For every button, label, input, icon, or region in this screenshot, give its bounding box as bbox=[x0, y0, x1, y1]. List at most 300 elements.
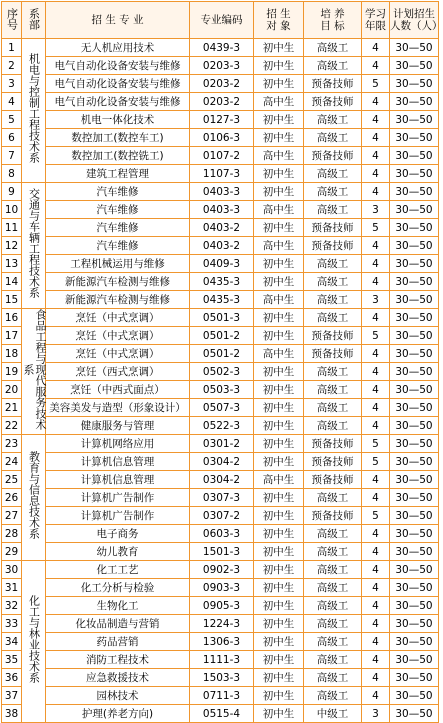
table-row bbox=[2, 561, 439, 579]
study-years: 4 bbox=[362, 57, 390, 75]
major-name: 园林技术 bbox=[46, 687, 190, 705]
planned-enrollment: 30—50 bbox=[390, 39, 439, 57]
training-goal: 预备技师 bbox=[304, 453, 362, 471]
major-name: 计算机网络应用 bbox=[46, 435, 190, 453]
planned-enrollment: 30—50 bbox=[390, 237, 439, 255]
table-row bbox=[2, 381, 439, 399]
enroll-target: 初中生 bbox=[254, 705, 304, 723]
major-name: 汽车维修 bbox=[46, 237, 190, 255]
study-years: 5 bbox=[362, 507, 390, 525]
table-row bbox=[2, 327, 439, 345]
table-row bbox=[2, 453, 439, 471]
study-years: 4 bbox=[362, 669, 390, 687]
row-number: 24 bbox=[2, 453, 22, 471]
training-goal: 高级工 bbox=[304, 111, 362, 129]
enroll-target: 初中生 bbox=[254, 651, 304, 669]
major-name: 消防工程技术 bbox=[46, 651, 190, 669]
row-number: 19 bbox=[2, 363, 22, 381]
major-name: 电气自动化设备安装与维修 bbox=[46, 57, 190, 75]
major-code: 0203-3 bbox=[190, 57, 254, 75]
major-code: 1503-3 bbox=[190, 669, 254, 687]
major-code: 0435-3 bbox=[190, 291, 254, 309]
row-number: 6 bbox=[2, 129, 22, 147]
study-years: 4 bbox=[362, 345, 390, 363]
enroll-target: 初中生 bbox=[254, 273, 304, 291]
enroll-target: 初中生 bbox=[254, 561, 304, 579]
major-code: 0301-2 bbox=[190, 435, 254, 453]
major-name: 幼儿教育 bbox=[46, 543, 190, 561]
table-row bbox=[2, 435, 439, 453]
planned-enrollment: 30—50 bbox=[390, 489, 439, 507]
training-goal: 高级工 bbox=[304, 165, 362, 183]
major-code: 0304-2 bbox=[190, 453, 254, 471]
planned-enrollment: 30—50 bbox=[390, 651, 439, 669]
row-number: 35 bbox=[2, 651, 22, 669]
table-row bbox=[2, 291, 439, 309]
training-goal: 高级工 bbox=[304, 291, 362, 309]
planned-enrollment: 30—50 bbox=[390, 381, 439, 399]
enroll-target: 高中生 bbox=[254, 237, 304, 255]
major-code: 0307-2 bbox=[190, 507, 254, 525]
table-row bbox=[2, 669, 439, 687]
table-row bbox=[2, 201, 439, 219]
training-goal: 预备技师 bbox=[304, 327, 362, 345]
study-years: 3 bbox=[362, 291, 390, 309]
planned-enrollment: 30—50 bbox=[390, 255, 439, 273]
row-number: 11 bbox=[2, 219, 22, 237]
table-row bbox=[2, 39, 439, 57]
table-row bbox=[2, 507, 439, 525]
study-years: 4 bbox=[362, 579, 390, 597]
training-goal: 预备技师 bbox=[304, 345, 362, 363]
study-years: 4 bbox=[362, 489, 390, 507]
study-years: 3 bbox=[362, 201, 390, 219]
table-row bbox=[2, 75, 439, 93]
major-name: 烹饪（中式烹调） bbox=[46, 345, 190, 363]
training-goal: 高级工 bbox=[304, 129, 362, 147]
row-number: 27 bbox=[2, 507, 22, 525]
table-row bbox=[2, 111, 439, 129]
major-code: 0106-3 bbox=[190, 129, 254, 147]
study-years: 4 bbox=[362, 93, 390, 111]
major-code: 0711-3 bbox=[190, 687, 254, 705]
row-number: 20 bbox=[2, 381, 22, 399]
major-name: 健康服务与管理 bbox=[46, 417, 190, 435]
enroll-target: 高中生 bbox=[254, 345, 304, 363]
enroll-target: 初中生 bbox=[254, 39, 304, 57]
enroll-target: 初中生 bbox=[254, 687, 304, 705]
row-number: 1 bbox=[2, 39, 22, 57]
planned-enrollment: 30—50 bbox=[390, 633, 439, 651]
row-number: 37 bbox=[2, 687, 22, 705]
department-name: 机电与控制工程技术系 bbox=[27, 53, 41, 163]
table-row bbox=[2, 633, 439, 651]
training-goal: 预备技师 bbox=[304, 75, 362, 93]
table-row bbox=[2, 399, 439, 417]
planned-enrollment: 30—50 bbox=[390, 687, 439, 705]
row-number: 9 bbox=[2, 183, 22, 201]
study-years: 4 bbox=[362, 615, 390, 633]
planned-enrollment: 30—50 bbox=[390, 273, 439, 291]
major-name: 汽车维修 bbox=[46, 201, 190, 219]
planned-enrollment: 30—50 bbox=[390, 363, 439, 381]
major-name: 烹饪（西式烹调） bbox=[46, 363, 190, 381]
row-number: 13 bbox=[2, 255, 22, 273]
study-years: 4 bbox=[362, 687, 390, 705]
major-name: 烹饪（中式烹调） bbox=[46, 309, 190, 327]
study-years: 4 bbox=[362, 471, 390, 489]
training-goal: 高级工 bbox=[304, 687, 362, 705]
row-number: 21 bbox=[2, 399, 22, 417]
major-name: 计算机广告制作 bbox=[46, 489, 190, 507]
major-code: 0439-3 bbox=[190, 39, 254, 57]
planned-enrollment: 30—50 bbox=[390, 219, 439, 237]
training-goal: 高级工 bbox=[304, 399, 362, 417]
enroll-target: 初中生 bbox=[254, 255, 304, 273]
table-row bbox=[2, 57, 439, 75]
training-goal: 预备技师 bbox=[304, 219, 362, 237]
training-goal: 高级工 bbox=[304, 309, 362, 327]
training-goal: 高级工 bbox=[304, 543, 362, 561]
header-goal: 培 养 目 标 bbox=[304, 2, 362, 39]
enrollment-table bbox=[1, 1, 443, 723]
row-number: 26 bbox=[2, 489, 22, 507]
major-name: 汽车维修 bbox=[46, 183, 190, 201]
table-row bbox=[2, 183, 439, 201]
study-years: 4 bbox=[362, 237, 390, 255]
study-years: 4 bbox=[362, 273, 390, 291]
table-row bbox=[2, 129, 439, 147]
planned-enrollment: 30—50 bbox=[390, 597, 439, 615]
enroll-target: 初中生 bbox=[254, 75, 304, 93]
major-code: 0603-3 bbox=[190, 525, 254, 543]
planned-enrollment: 30—50 bbox=[390, 309, 439, 327]
planned-enrollment: 30—50 bbox=[390, 111, 439, 129]
training-goal: 预备技师 bbox=[304, 471, 362, 489]
major-code: 0203-2 bbox=[190, 75, 254, 93]
enroll-target: 初中生 bbox=[254, 525, 304, 543]
study-years: 4 bbox=[362, 417, 390, 435]
major-code: 0515-4 bbox=[190, 705, 254, 723]
row-number: 8 bbox=[2, 165, 22, 183]
header-years: 学习 年限 bbox=[362, 2, 390, 39]
planned-enrollment: 30—50 bbox=[390, 201, 439, 219]
major-code: 0501-2 bbox=[190, 345, 254, 363]
enroll-target: 初中生 bbox=[254, 381, 304, 399]
row-number: 29 bbox=[2, 543, 22, 561]
study-years: 5 bbox=[362, 435, 390, 453]
table-row bbox=[2, 237, 439, 255]
planned-enrollment: 30—50 bbox=[390, 543, 439, 561]
row-number: 18 bbox=[2, 345, 22, 363]
row-number: 16 bbox=[2, 309, 22, 327]
row-number: 25 bbox=[2, 471, 22, 489]
training-goal: 高级工 bbox=[304, 57, 362, 75]
major-name: 计算机广告制作 bbox=[46, 507, 190, 525]
planned-enrollment: 30—50 bbox=[390, 75, 439, 93]
major-name: 计算机信息管理 bbox=[46, 471, 190, 489]
planned-enrollment: 30—50 bbox=[390, 669, 439, 687]
training-goal: 预备技师 bbox=[304, 507, 362, 525]
major-name: 建筑工程管理 bbox=[46, 165, 190, 183]
study-years: 4 bbox=[362, 363, 390, 381]
training-goal: 高级工 bbox=[304, 273, 362, 291]
table-row bbox=[2, 309, 439, 327]
header-dept: 系部 bbox=[22, 2, 46, 39]
enroll-target: 高中生 bbox=[254, 93, 304, 111]
table-row bbox=[2, 471, 439, 489]
major-code: 0507-3 bbox=[190, 399, 254, 417]
major-code: 0905-3 bbox=[190, 597, 254, 615]
planned-enrollment: 30—50 bbox=[390, 453, 439, 471]
table-header-row bbox=[2, 2, 439, 39]
major-name: 化工分析与检验 bbox=[46, 579, 190, 597]
planned-enrollment: 30—50 bbox=[390, 615, 439, 633]
planned-enrollment: 30—50 bbox=[390, 705, 439, 723]
major-name: 新能源汽车检测与维修 bbox=[46, 273, 190, 291]
major-code: 0304-2 bbox=[190, 471, 254, 489]
table-row bbox=[2, 255, 439, 273]
major-code: 0203-2 bbox=[190, 93, 254, 111]
training-goal: 高级工 bbox=[304, 651, 362, 669]
table-row bbox=[2, 525, 439, 543]
major-code: 1306-3 bbox=[190, 633, 254, 651]
major-name: 烹饪（中西式面点） bbox=[46, 381, 190, 399]
enroll-target: 初中生 bbox=[254, 597, 304, 615]
major-code: 0403-2 bbox=[190, 237, 254, 255]
row-number: 31 bbox=[2, 579, 22, 597]
enroll-target: 高中生 bbox=[254, 201, 304, 219]
training-goal: 中级工 bbox=[304, 705, 362, 723]
row-number: 12 bbox=[2, 237, 22, 255]
row-number: 7 bbox=[2, 147, 22, 165]
planned-enrollment: 30—50 bbox=[390, 57, 439, 75]
table-row bbox=[2, 687, 439, 705]
planned-enrollment: 30—50 bbox=[390, 435, 439, 453]
study-years: 4 bbox=[362, 543, 390, 561]
table-row bbox=[2, 219, 439, 237]
study-years: 4 bbox=[362, 633, 390, 651]
study-years: 4 bbox=[362, 39, 390, 57]
department-name: 教育与信息技术系 bbox=[27, 451, 41, 539]
planned-enrollment: 30—50 bbox=[390, 147, 439, 165]
training-goal: 高级工 bbox=[304, 363, 362, 381]
enroll-target: 初中生 bbox=[254, 327, 304, 345]
study-years: 4 bbox=[362, 561, 390, 579]
enroll-target: 初中生 bbox=[254, 615, 304, 633]
major-code: 0409-3 bbox=[190, 255, 254, 273]
planned-enrollment: 30—50 bbox=[390, 327, 439, 345]
planned-enrollment: 30—50 bbox=[390, 399, 439, 417]
table-row bbox=[2, 147, 439, 165]
enroll-target: 初中生 bbox=[254, 633, 304, 651]
enroll-target: 初中生 bbox=[254, 579, 304, 597]
enroll-target: 初中生 bbox=[254, 669, 304, 687]
table-row bbox=[2, 651, 439, 669]
table-row bbox=[2, 345, 439, 363]
table-row bbox=[2, 417, 439, 435]
row-number: 2 bbox=[2, 57, 22, 75]
row-number: 10 bbox=[2, 201, 22, 219]
major-name: 数控加工(数控车工) bbox=[46, 129, 190, 147]
row-number: 23 bbox=[2, 435, 22, 453]
training-goal: 高级工 bbox=[304, 39, 362, 57]
table-body bbox=[2, 39, 439, 723]
training-goal: 高级工 bbox=[304, 561, 362, 579]
study-years: 5 bbox=[362, 327, 390, 345]
major-name: 护理(养老方向) bbox=[46, 705, 190, 723]
row-number: 32 bbox=[2, 597, 22, 615]
planned-enrollment: 30—50 bbox=[390, 471, 439, 489]
planned-enrollment: 30—50 bbox=[390, 579, 439, 597]
header-plan: 计划招生 人数（人） bbox=[390, 2, 439, 39]
row-number: 33 bbox=[2, 615, 22, 633]
planned-enrollment: 30—50 bbox=[390, 183, 439, 201]
major-name: 新能源汽车检测与维修 bbox=[46, 291, 190, 309]
major-code: 1501-3 bbox=[190, 543, 254, 561]
major-code: 0435-3 bbox=[190, 273, 254, 291]
major-name: 电子商务 bbox=[46, 525, 190, 543]
major-code: 0501-3 bbox=[190, 309, 254, 327]
department-cell bbox=[22, 39, 46, 183]
table-row bbox=[2, 165, 439, 183]
enroll-target: 初中生 bbox=[254, 165, 304, 183]
row-number: 36 bbox=[2, 669, 22, 687]
major-name: 数控加工(数控铣工) bbox=[46, 147, 190, 165]
enroll-target: 初中生 bbox=[254, 417, 304, 435]
major-code: 1107-3 bbox=[190, 165, 254, 183]
study-years: 4 bbox=[362, 147, 390, 165]
major-name: 计算机信息管理 bbox=[46, 453, 190, 471]
row-number: 22 bbox=[2, 417, 22, 435]
enroll-target: 初中生 bbox=[254, 507, 304, 525]
study-years: 4 bbox=[362, 183, 390, 201]
enroll-target: 初中生 bbox=[254, 309, 304, 327]
header-major: 招 生 专 业 bbox=[46, 2, 190, 39]
row-number: 4 bbox=[2, 93, 22, 111]
major-name: 工程机械运用与维修 bbox=[46, 255, 190, 273]
major-code: 1224-3 bbox=[190, 615, 254, 633]
enroll-target: 初中生 bbox=[254, 129, 304, 147]
enroll-target: 初中生 bbox=[254, 183, 304, 201]
study-years: 4 bbox=[362, 381, 390, 399]
planned-enrollment: 30—50 bbox=[390, 165, 439, 183]
major-code: 0403-3 bbox=[190, 183, 254, 201]
table-row bbox=[2, 489, 439, 507]
department-cell bbox=[22, 435, 46, 561]
department-cell bbox=[22, 183, 46, 309]
major-code: 0307-3 bbox=[190, 489, 254, 507]
major-code: 0522-3 bbox=[190, 417, 254, 435]
major-code: 0503-3 bbox=[190, 381, 254, 399]
major-code: 0902-3 bbox=[190, 561, 254, 579]
study-years: 4 bbox=[362, 111, 390, 129]
training-goal: 高级工 bbox=[304, 633, 362, 651]
major-name: 化妆品制造与营销 bbox=[46, 615, 190, 633]
study-years: 5 bbox=[362, 453, 390, 471]
major-name: 应急救援技术 bbox=[46, 669, 190, 687]
training-goal: 高级工 bbox=[304, 255, 362, 273]
enroll-target: 初中生 bbox=[254, 489, 304, 507]
major-name: 电气自动化设备安装与维修 bbox=[46, 75, 190, 93]
table-row bbox=[2, 705, 439, 723]
enroll-target: 初中生 bbox=[254, 543, 304, 561]
row-number: 38 bbox=[2, 705, 22, 723]
header-code: 专业编码 bbox=[190, 2, 254, 39]
row-number: 5 bbox=[2, 111, 22, 129]
training-goal: 高级工 bbox=[304, 201, 362, 219]
major-code: 0403-2 bbox=[190, 219, 254, 237]
enroll-target: 初中生 bbox=[254, 363, 304, 381]
table-row bbox=[2, 579, 439, 597]
row-number: 17 bbox=[2, 327, 22, 345]
training-goal: 高级工 bbox=[304, 381, 362, 399]
training-goal: 高级工 bbox=[304, 597, 362, 615]
study-years: 4 bbox=[362, 525, 390, 543]
enroll-target: 高中生 bbox=[254, 291, 304, 309]
study-years: 4 bbox=[362, 597, 390, 615]
major-name: 药品营销 bbox=[46, 633, 190, 651]
row-number: 28 bbox=[2, 525, 22, 543]
study-years: 5 bbox=[362, 75, 390, 93]
training-goal: 高级工 bbox=[304, 183, 362, 201]
table-row bbox=[2, 543, 439, 561]
study-years: 4 bbox=[362, 129, 390, 147]
enroll-target: 初中生 bbox=[254, 57, 304, 75]
major-name: 机电一体化技术 bbox=[46, 111, 190, 129]
study-years: 4 bbox=[362, 309, 390, 327]
training-goal: 高级工 bbox=[304, 669, 362, 687]
table-row bbox=[2, 597, 439, 615]
enroll-target: 初中生 bbox=[254, 435, 304, 453]
planned-enrollment: 30—50 bbox=[390, 417, 439, 435]
planned-enrollment: 30—50 bbox=[390, 291, 439, 309]
study-years: 3 bbox=[362, 705, 390, 723]
study-years: 4 bbox=[362, 651, 390, 669]
row-number: 14 bbox=[2, 273, 22, 291]
table-row bbox=[2, 615, 439, 633]
table-row bbox=[2, 93, 439, 111]
row-number: 3 bbox=[2, 75, 22, 93]
major-code: 0502-3 bbox=[190, 363, 254, 381]
enroll-target: 初中生 bbox=[254, 111, 304, 129]
enroll-target: 高中生 bbox=[254, 147, 304, 165]
row-number: 15 bbox=[2, 291, 22, 309]
major-code: 0903-3 bbox=[190, 579, 254, 597]
major-name: 汽车维修 bbox=[46, 219, 190, 237]
planned-enrollment: 30—50 bbox=[390, 129, 439, 147]
study-years: 4 bbox=[362, 399, 390, 417]
major-code: 0107-2 bbox=[190, 147, 254, 165]
enroll-target: 高中生 bbox=[254, 471, 304, 489]
training-goal: 高级工 bbox=[304, 579, 362, 597]
major-code: 0501-2 bbox=[190, 327, 254, 345]
table-row bbox=[2, 273, 439, 291]
enroll-target: 初中生 bbox=[254, 399, 304, 417]
planned-enrollment: 30—50 bbox=[390, 507, 439, 525]
training-goal: 预备技师 bbox=[304, 435, 362, 453]
training-goal: 预备技师 bbox=[304, 147, 362, 165]
training-goal: 高级工 bbox=[304, 417, 362, 435]
planned-enrollment: 30—50 bbox=[390, 345, 439, 363]
major-code: 1111-3 bbox=[190, 651, 254, 669]
row-number: 30 bbox=[2, 561, 22, 579]
study-years: 4 bbox=[362, 255, 390, 273]
department-name: 化工与林业技术系 bbox=[27, 595, 41, 683]
major-name: 化工工艺 bbox=[46, 561, 190, 579]
department-cell bbox=[22, 309, 46, 435]
header-seq: 序号 bbox=[2, 2, 22, 39]
